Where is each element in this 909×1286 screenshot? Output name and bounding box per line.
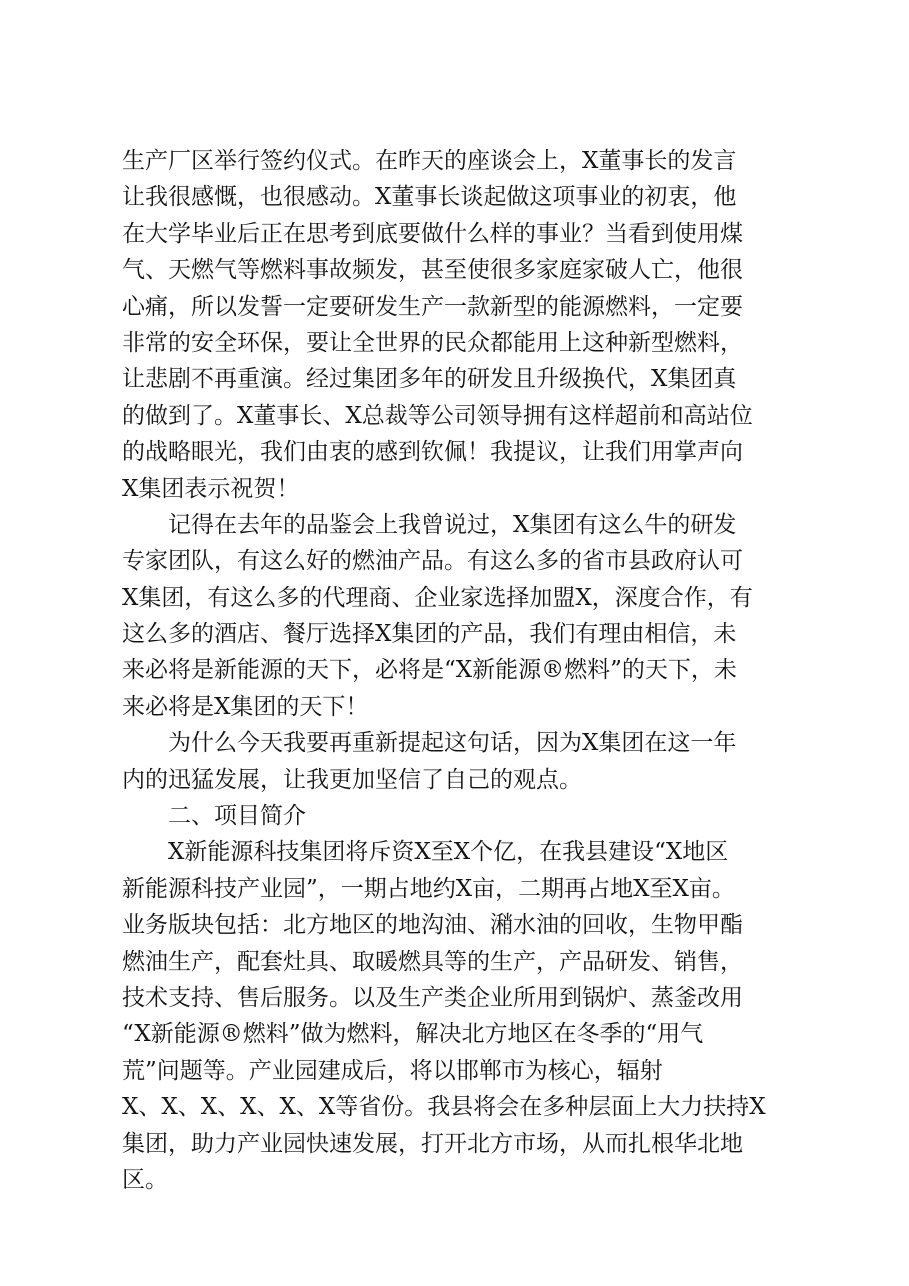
text-line: 这么多的酒店、餐厅选择X集团的产品，我们有理由相信，未 xyxy=(122,621,737,648)
text-line: X、X、X、X、X、X等省份。我县将会在多种层面上大力扶持X xyxy=(122,1094,766,1121)
text-line: 燃油生产，配套灶具、取暖燃具等的生产，产品研发、销售， xyxy=(122,948,743,975)
text-line: X集团，有这么多的代理商、企业家选择加盟X，深度合作，有 xyxy=(122,584,753,611)
text-line: 气、天燃气等燃料事故频发，甚至使很多家庭家破人亡，他很 xyxy=(122,257,743,284)
text-line: 内的迅猛发展，让我更加坚信了自己的观点。 xyxy=(122,766,582,793)
text-line: 让悲剧不再重演。经过集团多年的研发且升级换代，X集团真 xyxy=(122,366,737,393)
text-line: 荒”问题等。产业园建成后，将以邯郸市为核心，辐射 xyxy=(122,1057,663,1084)
text-line: 让我很感慨，也很感动。X董事长谈起做这项事业的初衷，他 xyxy=(122,184,737,211)
text-line: 生产厂区举行签约仪式。在昨天的座谈会上，X董事长的发言 xyxy=(122,148,737,174)
text-line: 非常的安全环保，要让全世界的民众都能用上这种新型燃料， xyxy=(122,329,743,356)
text-line: 专家团队，有这么好的燃油产品。有这么多的省市县政府认可 xyxy=(122,548,743,575)
text-line: X新能源科技集团将斥资X至X个亿，在我县建设“X地区 xyxy=(168,839,729,866)
document-body xyxy=(122,143,822,1198)
text-line: 技术支持、售后服务。以及生产类企业所用到锅炉、蒸釜改用 xyxy=(122,984,743,1011)
text-line: X集团表示祝贺！ xyxy=(122,475,300,502)
text-line: 新能源科技产业园”，一期占地约X亩，二期再占地X至X亩。 xyxy=(122,875,735,902)
text-line: 区。 xyxy=(122,1166,168,1193)
text-line: 记得在去年的品鉴会上我曾说过，X集团有这么牛的研发 xyxy=(168,511,737,538)
text-line: 在大学毕业后正在思考到底要做什么样的事业？当看到使用煤 xyxy=(122,220,743,247)
section-heading: 二、项目简介 xyxy=(168,803,306,830)
text-line: 集团，助力产业园快速发展，打开北方市场，从而扎根华北地 xyxy=(122,1130,743,1157)
text-line: “X新能源®燃料”做为燃料，解决北方地区在冬季的“用气 xyxy=(122,1021,704,1048)
text-line: 的战略眼光，我们由衷的感到钦佩！我提议，让我们用掌声向 xyxy=(122,439,743,466)
text-line: 的做到了。X董事长、X总裁等公司领导拥有这样超前和高站位 xyxy=(122,402,753,429)
text-line: 为什么今天我要再重新提起这句话，因为X集团在这一年 xyxy=(168,730,737,757)
text-line: 业务版块包括：北方地区的地沟油、潲水油的回收，生物甲酯 xyxy=(122,912,743,939)
text-line: 心痛，所以发誓一定要研发生产一款新型的能源燃料，一定要 xyxy=(122,293,743,320)
text-line: 来必将是新能源的天下，必将是“X新能源®燃料”的天下，未 xyxy=(122,657,737,684)
text-line: 来必将是X集团的天下！ xyxy=(122,693,369,720)
